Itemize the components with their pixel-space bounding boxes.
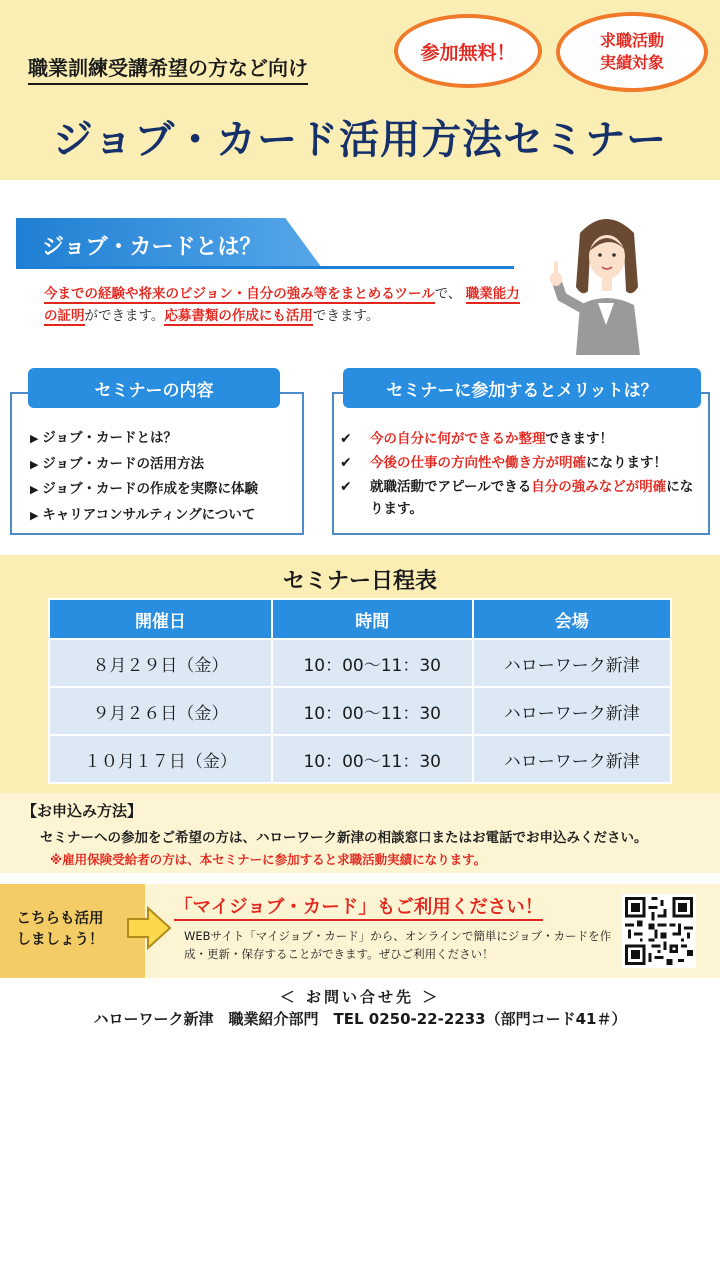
about-text-3: できます。 [312, 308, 380, 324]
seminar-content-list [30, 426, 258, 528]
table-row [49, 735, 671, 783]
table-header-row [49, 599, 671, 639]
list-item: ▶ ジョブ・カードの作成を実際に体験 [30, 477, 258, 503]
date-cell: ８月２９日（金） [49, 639, 272, 687]
job-search-record-badge: 求職活動 実績対象 [556, 12, 708, 92]
venue-cell: ハローワーク新津 [473, 639, 671, 687]
about-highlight-application: 応募書類の作成にも活用 [164, 308, 313, 324]
contact-heading: ＜ お問い合せ先 ＞ [279, 988, 441, 1006]
time-cell: 10：00～11：30 [272, 639, 473, 687]
page-title: ジョブ・カード活用方法セミナー [52, 117, 668, 163]
about-description [44, 283, 524, 327]
list-item: ▶ ジョブ・カードの活用方法 [30, 452, 258, 478]
about-text-2: ができます。 [84, 308, 165, 324]
free-participation-badge: 参加無料！ [394, 14, 542, 88]
time-cell: 10：00～11：30 [272, 735, 473, 783]
myjob-label: こちらも活用 しましょう！ [16, 911, 104, 948]
qr-code[interactable] [622, 894, 696, 968]
merit-text: 就職活動でアピールできる [370, 479, 532, 495]
right-arrow-icon [126, 905, 172, 951]
merit-highlight: 自分の強みなどが明確 [531, 479, 667, 495]
time-cell: 10：00～11：30 [272, 687, 473, 735]
list-item [340, 452, 705, 474]
about-highlight-proof: 職業能力の証明 [44, 286, 520, 324]
column-header-venue: 会場 [473, 599, 671, 639]
about-highlight-tool: 今までの経験や将来のビジョン・自分の強み等をまとめるツール [44, 286, 435, 302]
date-cell: ９月２６日（金） [49, 687, 272, 735]
merit-highlight: 今後の仕事の方向性や働き方が明確 [370, 455, 586, 471]
venue-cell: ハローワーク新津 [473, 687, 671, 735]
table-row [49, 639, 671, 687]
merit-text: できます！ [545, 431, 613, 447]
list-item [340, 476, 705, 520]
merit-highlight: 今の自分に何ができるか整理 [370, 431, 546, 447]
businesswoman-illustration [536, 205, 676, 355]
application-text: セミナーへの参加をご希望の方は、ハローワーク新津の相談窓口またはお電話でお申込みください。 [40, 830, 648, 846]
myjob-description: WEBサイト「マイジョブ・カード」から、オンラインで簡単にジョブ・カードを作成・更新・保存することができます。ぜひご利用ください！ [184, 929, 612, 961]
about-heading-underline [16, 266, 514, 269]
list-item: ▶ ジョブ・カードとは？ [30, 426, 258, 452]
target-audience-subtitle: 職業訓練受講希望の方など向け [28, 52, 308, 85]
merit-text: になります。 [370, 479, 694, 517]
list-item: ▶ キャリアコンサルティングについて [30, 503, 258, 529]
contact-info: ハローワーク新津 職業紹介部門 TEL 0250-22-2233（部門コード41＃） [93, 1010, 627, 1028]
about-heading: ジョブ・カードとは？ [42, 235, 262, 260]
list-item [340, 428, 705, 450]
schedule-table [48, 598, 672, 784]
about-text-1: で、 [434, 286, 462, 302]
application-note: ※雇用保険受給者の方は、本セミナーに参加すると求職活動実績になります。 [50, 852, 487, 867]
application-heading: 【お申込み方法】 [22, 802, 143, 820]
checkmark-icon: ✔ [340, 455, 352, 471]
schedule-title: セミナー日程表 [282, 569, 437, 594]
merit-heading: セミナーに参加するとメリットは？ [343, 368, 701, 408]
date-cell: １０月１７日（金） [49, 735, 272, 783]
merit-text: になります！ [586, 455, 667, 471]
column-header-date: 開催日 [49, 599, 272, 639]
column-header-time: 時間 [272, 599, 473, 639]
checkmark-icon: ✔ [340, 431, 352, 447]
myjob-title: 「マイジョブ・カード」もご利用ください！ [174, 893, 543, 921]
table-row [49, 687, 671, 735]
checkmark-icon: ✔ [340, 479, 352, 495]
merit-list [340, 428, 705, 522]
seminar-content-heading: セミナーの内容 [28, 368, 280, 408]
venue-cell: ハローワーク新津 [473, 735, 671, 783]
